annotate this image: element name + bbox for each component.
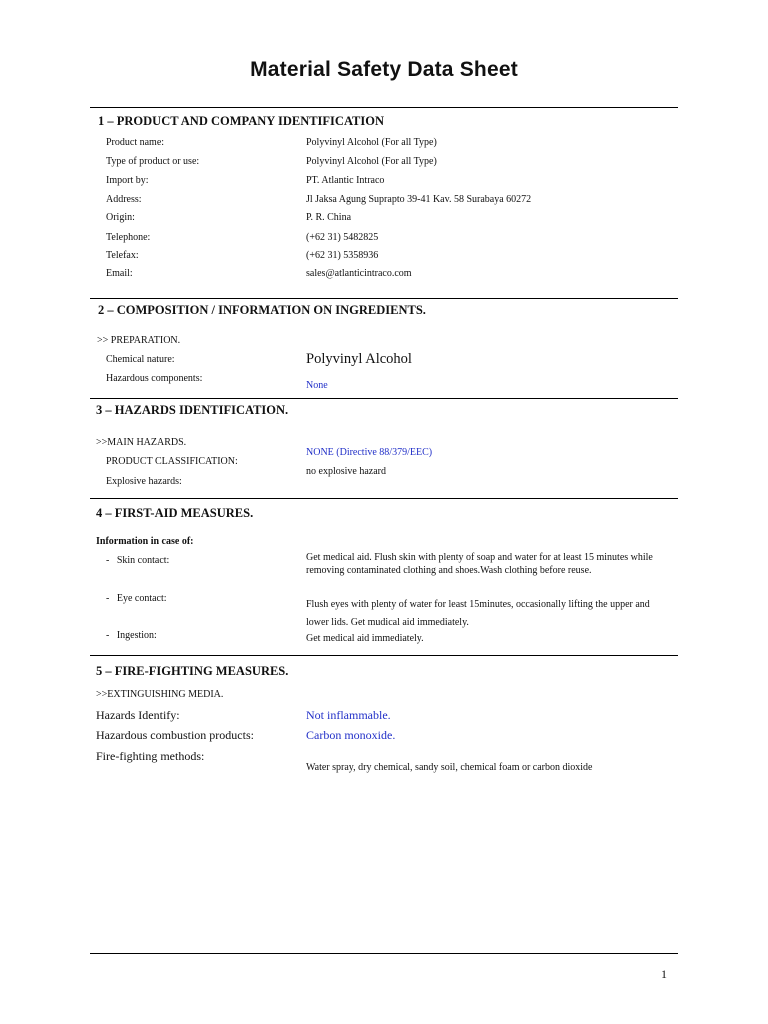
- product-classification-label: PRODUCT CLASSIFICATION:: [106, 456, 238, 467]
- explosive-hazards-value: no explosive hazard: [306, 466, 386, 477]
- origin-value: P. R. China: [306, 212, 352, 223]
- import-by-value: PT. Atlantic Intraco: [306, 175, 385, 186]
- section-divider: [90, 298, 678, 299]
- section-3-heading: 3 – HAZARDS IDENTIFICATION.: [96, 403, 289, 417]
- extinguishing-media-subheading: >>EXTINGUISHING MEDIA.: [96, 689, 224, 700]
- fire-fighting-methods-label: Fire-fighting methods:: [96, 749, 205, 763]
- email-label: Email:: [106, 268, 133, 279]
- hazards-identify-label: Hazards Identify:: [96, 708, 180, 722]
- information-in-case-subheading: Information in case of:: [96, 536, 194, 547]
- preparation-subheading: >> PREPARATION.: [97, 335, 181, 346]
- skin-contact-value: Get medical aid. Flush skin with plenty of soap and water for at least 15 minutes while removing contaminated clothing and shoes.Wash clothing before reuse.: [306, 552, 653, 576]
- product-type-label: Type of product or use:: [106, 156, 200, 167]
- telefax-label: Telefax:: [106, 250, 139, 261]
- product-type-value: Polyvinyl Alcohol (For all Type): [306, 156, 437, 167]
- origin-label: Origin:: [106, 212, 135, 223]
- import-by-label: Import by:: [106, 175, 149, 186]
- ingestion-value: Get medical aid immediately.: [306, 633, 424, 644]
- telefax-value: (+62 31) 5358936: [306, 250, 379, 261]
- document-title: Material Safety Data Sheet: [250, 58, 518, 81]
- hazards-identify-value: Not inflammable.: [306, 708, 391, 722]
- eye-contact-label: - Eye contact:: [106, 593, 167, 604]
- explosive-hazards-label: Explosive hazards:: [106, 476, 182, 487]
- hazardous-components-label: Hazardous components:: [106, 373, 203, 384]
- fire-fighting-methods-value: Water spray, dry chemical, sandy soil, chemical foam or carbon dioxide: [306, 762, 593, 773]
- ingestion-label: - Ingestion:: [106, 630, 157, 641]
- section-divider: [90, 655, 678, 656]
- telephone-label: Telephone:: [106, 232, 151, 243]
- telephone-value: (+62 31) 5482825: [306, 232, 379, 243]
- eye-contact-value: Flush eyes with plenty of water for least 15minutes, occasionally lifting the upper and lower lids. Get mudical aid immediately.: [306, 599, 650, 628]
- hazardous-components-value: None: [306, 380, 328, 391]
- combustion-products-value: Carbon monoxide.: [306, 728, 396, 742]
- skin-contact-label: - Skin contact:: [106, 555, 170, 566]
- section-4-heading: 4 – FIRST-AID MEASURES.: [96, 506, 254, 520]
- main-hazards-subheading: >>MAIN HAZARDS.: [96, 437, 187, 448]
- section-2-heading: 2 – COMPOSITION / INFORMATION ON INGREDIENTS.: [98, 303, 426, 317]
- product-name-value: Polyvinyl Alcohol (For all Type): [306, 137, 437, 148]
- product-classification-value: NONE (Directive 88/379/EEC): [306, 447, 433, 458]
- chemical-nature-value: Polyvinyl Alcohol: [306, 351, 412, 367]
- section-1-heading: 1 – PRODUCT AND COMPANY IDENTIFICATION: [98, 114, 385, 128]
- address-label: Address:: [106, 194, 142, 205]
- section-divider: [90, 398, 678, 399]
- combustion-products-label: Hazardous combustion products:: [96, 728, 254, 742]
- page-number: 1: [661, 967, 667, 981]
- address-value: Jl Jaksa Agung Suprapto 39-41 Kav. 58 Surabaya 60272: [306, 194, 532, 205]
- footer-divider: [90, 953, 678, 954]
- section-divider: [90, 107, 678, 108]
- section-divider: [90, 498, 678, 499]
- email-value: sales@atlanticintraco.com: [306, 268, 412, 279]
- product-name-label: Product name:: [106, 137, 165, 148]
- chemical-nature-label: Chemical nature:: [106, 354, 175, 365]
- section-5-heading: 5 – FIRE-FIGHTING MEASURES.: [96, 664, 289, 678]
